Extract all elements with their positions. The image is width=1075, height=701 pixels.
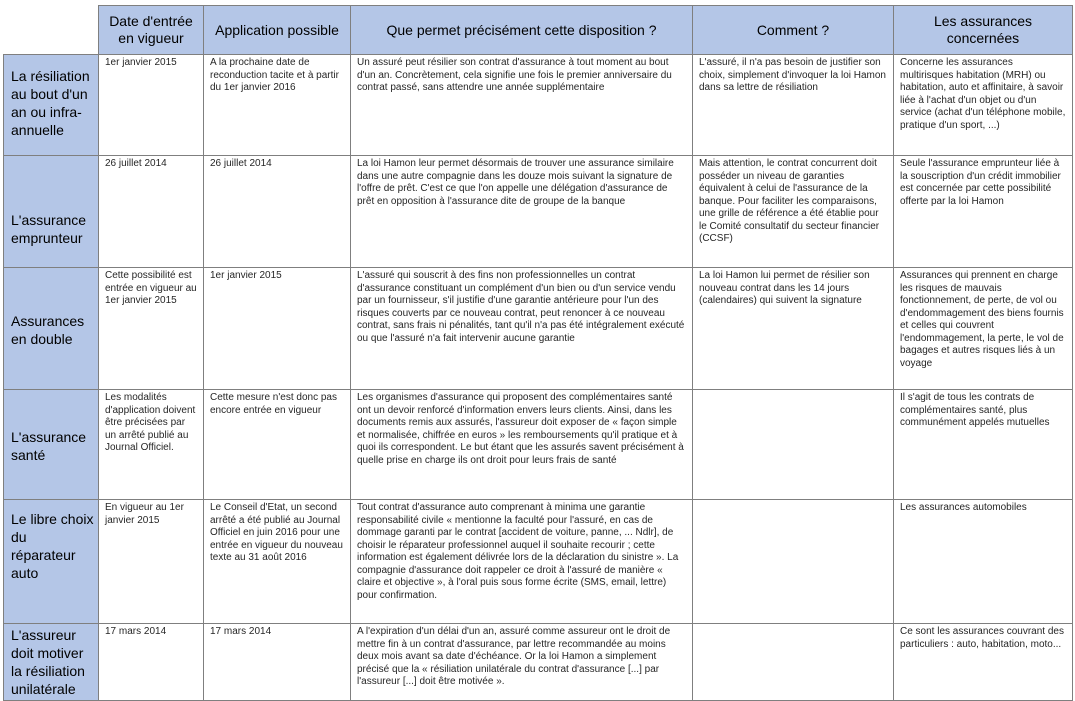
corner-cell <box>4 6 99 55</box>
row-title: L'assurance emprunteur <box>4 156 99 268</box>
cell-comment <box>693 390 894 500</box>
cell-assurances: Concerne les assurances multirisques habitation (MRH) ou habitation, auto et affinitaire, à savoir liée à l'achat d'un objet ou d'un service (achat d'un téléphone mobile, pratique d'un sport, ...) <box>894 55 1073 156</box>
cell-application: 1er janvier 2015 <box>204 268 351 390</box>
cell-comment: La loi Hamon lui permet de résilier son nouveau contrat dans les 14 jours (calendaires) qui suivent la signature <box>693 268 894 390</box>
header-assurances: Les assurances concernées <box>894 6 1073 55</box>
cell-date: 1er janvier 2015 <box>99 55 204 156</box>
row-title: Le libre choix du réparateur auto <box>4 500 99 624</box>
cell-permet: Tout contrat d'assurance auto comprenant à minima une garantie responsabilité civile « mentionne la faculté pour l'assuré, en cas de dommage garanti par le contrat [accident de voiture, panne, ... Ndlr], de choisir le réparateur professionnel auquel il souhaite recourir ; cette information est également délivrée lors de la déclaration du sinistre ». La compagnie d'assurance doit rappeler ce droit à l'assuré de manière « claire et objective », à l'oral puis sous forme écrite (SMS, email, lettre) pour confirmation. <box>351 500 693 624</box>
cell-comment: L'assuré, il n'a pas besoin de justifier son choix, simplement d'invoquer la loi Hamon dans sa lettre de résiliation <box>693 55 894 156</box>
cell-assurances: Ce sont les assurances couvrant des particuliers : auto, habitation, moto... <box>894 624 1073 701</box>
cell-assurances: Il s'agit de tous les contrats de complémentaires santé, plus communément appelés mutuelles <box>894 390 1073 500</box>
row-title: La résiliation au bout d'un an ou infra-annuelle <box>4 55 99 156</box>
cell-application: 17 mars 2014 <box>204 624 351 701</box>
table-row <box>4 500 1073 624</box>
table-row <box>4 268 1073 390</box>
cell-permet: A l'expiration d'un délai d'un an, assuré comme assureur ont le droit de mettre fin à un contrat d'assurance, par lettre recommandée au moins deux mois avant sa date d'échéance. Or la loi Hamon a simplement précisé que la « résiliation unilatérale du contrat d'assurance [...] par l'assureur [...] doit être motivée ». <box>351 624 693 701</box>
cell-application: Cette mesure n'est donc pas encore entrée en vigueur <box>204 390 351 500</box>
cell-date: Cette possibilité est entrée en vigueur au 1er janvier 2015 <box>99 268 204 390</box>
cell-application: Le Conseil d'Etat, un second arrêté a été publié au Journal Officiel en juin 2016 pour une entrée en vigueur du nouveau texte au 31 août 2016 <box>204 500 351 624</box>
header-row <box>4 6 1073 55</box>
header-application: Application possible <box>204 6 351 55</box>
header-comment: Comment ? <box>693 6 894 55</box>
cell-comment <box>693 500 894 624</box>
cell-assurances: Seule l'assurance emprunteur liée à la souscription d'un crédit immobilier est concernée par cette possibilité offerte par la loi Hamon <box>894 156 1073 268</box>
cell-permet: La loi Hamon leur permet désormais de trouver une assurance similaire dans une autre compagnie dans les douze mois suivant la signature de l'offre de prêt. C'est ce que l'on appelle une délégation d'assurance de prêt en opposition à l'assurance dite de groupe de la banque <box>351 156 693 268</box>
cell-assurances: Assurances qui prennent en charge les risques de mauvais fonctionnement, de perte, de vol ou d'endommagement des biens fournis et celles qui couvrent l'endommagement, la perte, le vol de bagages et autres risques liés à un voyage <box>894 268 1073 390</box>
cell-date: En vigueur au 1er janvier 2015 <box>99 500 204 624</box>
cell-date: 26 juillet 2014 <box>99 156 204 268</box>
row-title: L'assureur doit motiver la résiliation unilatérale <box>4 624 99 701</box>
table-row <box>4 390 1073 500</box>
cell-comment: Mais attention, le contrat concurrent doit posséder un niveau de garanties équivalent à celui de l'assurance de la banque. Pour faciliter les comparaisons, une grille de référence a été établie pour le Comité consultatif du secteur financier (CCSF) <box>693 156 894 268</box>
cell-permet: Les organismes d'assurance qui proposent des complémentaires santé ont un devoir renforcé d'information envers leurs clients. Ainsi, dans les documents remis aux assurés, l'assureur doit exposer de « façon simple et normalisée, chiffrée en euros » les remboursements qu'il pratique et à quoi ils correspondent. Le but étant que les assurés savent précisément à quelle prise en charge ils ont droit pour leurs frais de santé <box>351 390 693 500</box>
cell-application: A la prochaine date de reconduction tacite et à partir du 1er janvier 2016 <box>204 55 351 156</box>
table-row <box>4 624 1073 701</box>
cell-permet: Un assuré peut résilier son contrat d'assurance à tout moment au bout d'un an. Concrètement, cela signifie une fois le premier anniversaire du contrat passé, sans attendre une année supplémentaire <box>351 55 693 156</box>
cell-date: Les modalités d'application doivent être précisées par un arrêté publié au Journal Officiel. <box>99 390 204 500</box>
cell-date: 17 mars 2014 <box>99 624 204 701</box>
table-row <box>4 55 1073 156</box>
header-date-entree: Date d'entrée en vigueur <box>99 6 204 55</box>
loi-hamon-table <box>3 5 1073 701</box>
cell-assurances: Les assurances automobiles <box>894 500 1073 624</box>
header-que-permet: Que permet précisément cette disposition ? <box>351 6 693 55</box>
cell-permet: L'assuré qui souscrit à des fins non professionnelles un contrat d'assurance constituant un complément d'un bien ou d'un service vendu par un fournisseur, s'il justifie d'une garantie antérieure pour l'un des risques couverts par ce nouveau contrat, peut renoncer à ce nouveau contrat, sans frais ni pénalités, tant qu'il n'a pas été intégralement exécuté ou que l'assuré n'a fait intervenir aucune garantie <box>351 268 693 390</box>
row-title: L'assurance santé <box>4 390 99 500</box>
cell-comment <box>693 624 894 701</box>
row-title: Assurances en double <box>4 268 99 390</box>
table-row <box>4 156 1073 268</box>
cell-application: 26 juillet 2014 <box>204 156 351 268</box>
